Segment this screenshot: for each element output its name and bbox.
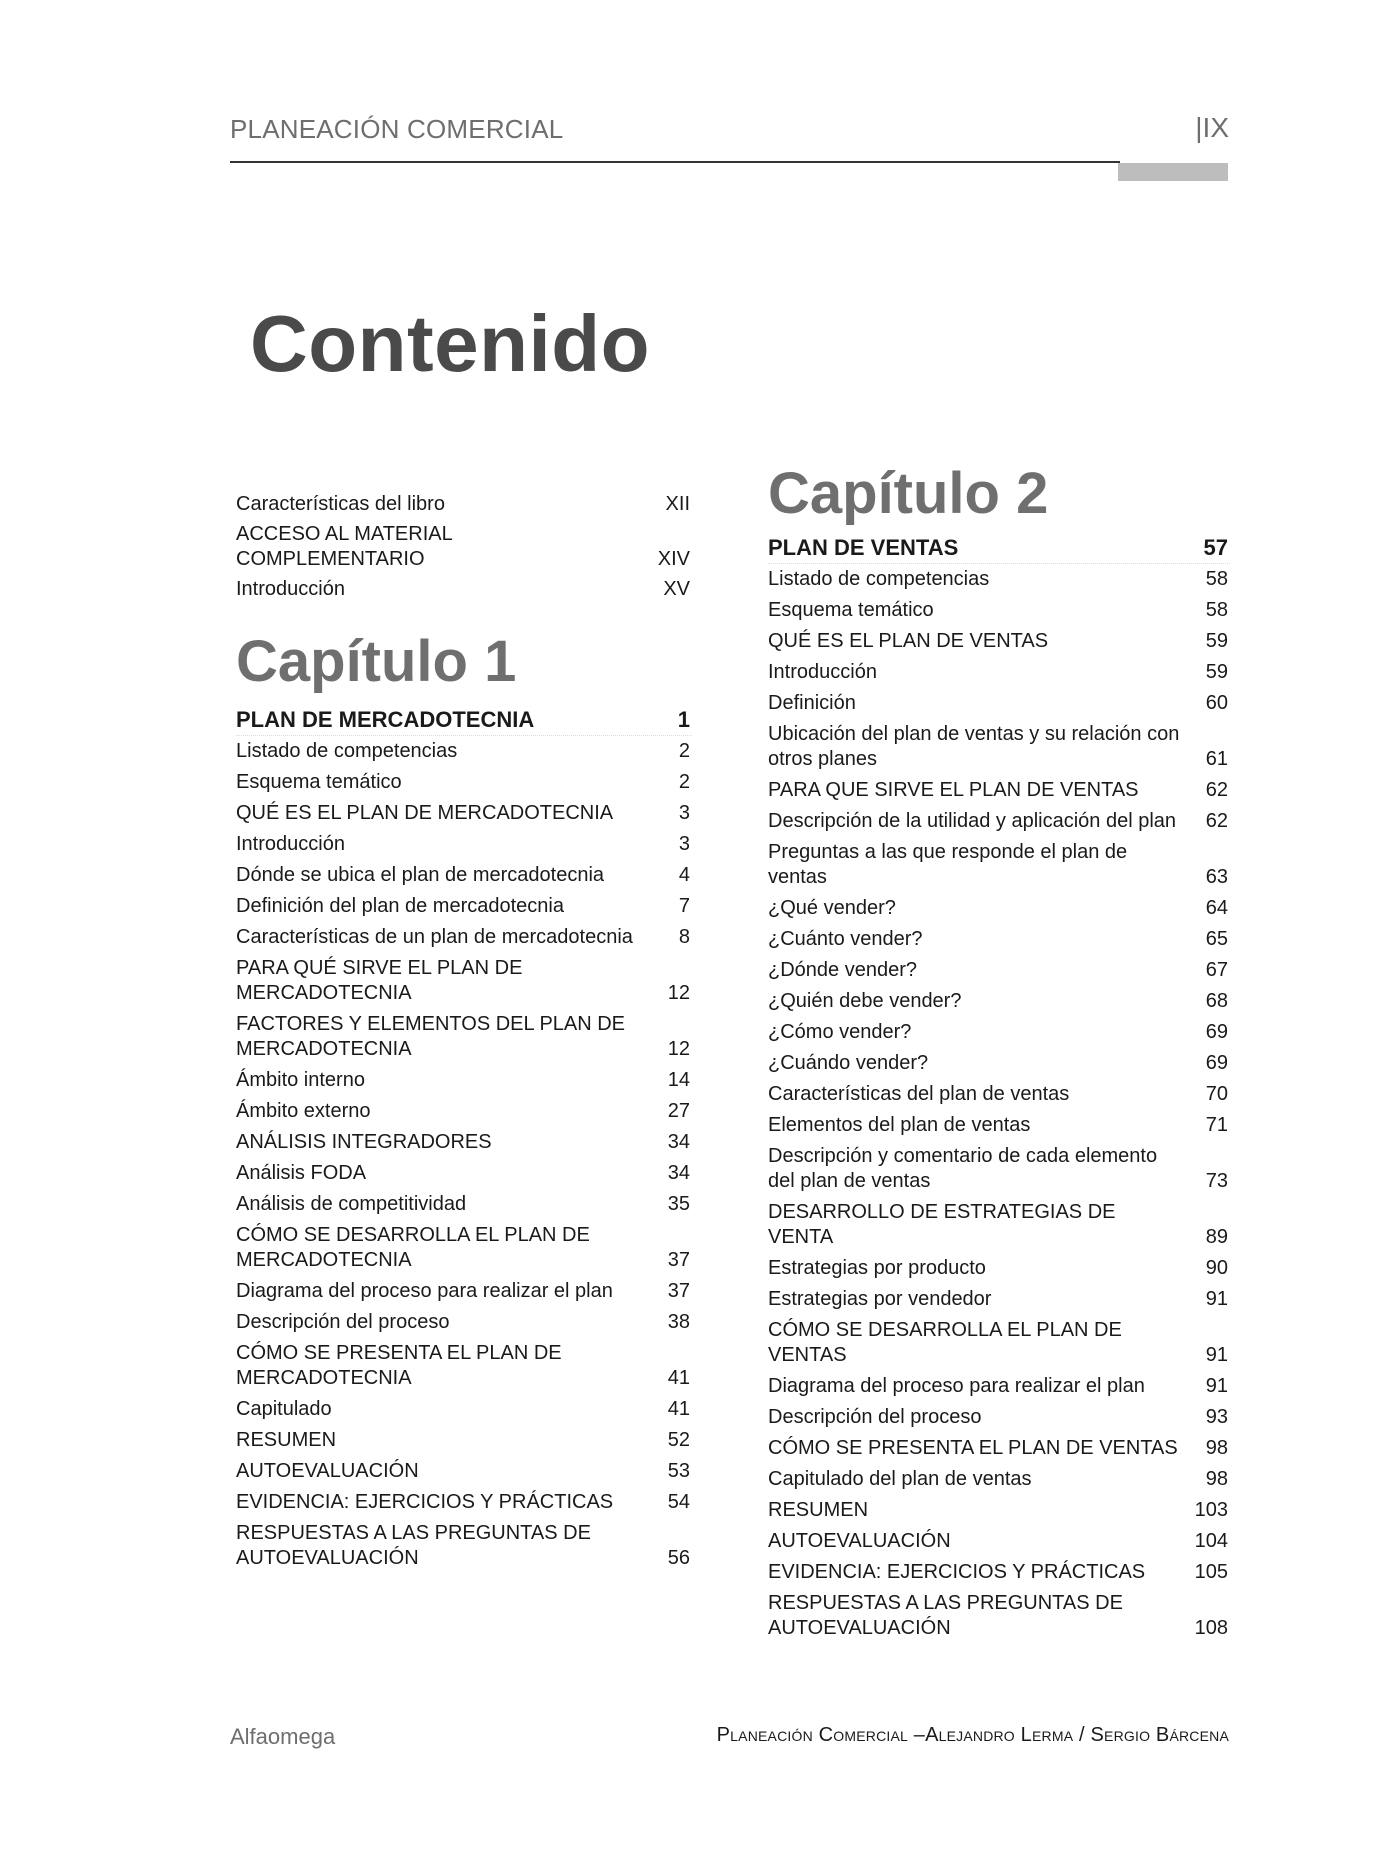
toc-entry: [768, 1436, 1230, 1461]
toc-entry: [768, 1200, 1230, 1250]
toc-entry-page: 41: [667, 1398, 690, 1420]
toc-entry-page: 89: [1205, 1226, 1228, 1248]
toc-entry: [236, 1012, 692, 1062]
toc-entry-title: Estrategias por vendedor: [768, 1288, 992, 1310]
toc-entry-page: 27: [667, 1100, 690, 1122]
toc-entry-title: CÓMO SE PRESENTA EL PLAN DE VENTAS: [768, 1437, 1178, 1459]
toc-entry: [768, 1529, 1230, 1554]
toc-entry-title: Diagrama del proceso para realizar el plan: [768, 1375, 1145, 1397]
toc-entry-page: 41: [667, 1367, 690, 1389]
toc-entry-page: 12: [667, 982, 690, 1004]
toc-entry-title: PARA QUE SIRVE EL PLAN DE VENTAS: [768, 779, 1139, 801]
toc-entry-title: Características del plan de ventas: [768, 1083, 1070, 1105]
toc-entry-page: 57: [1203, 535, 1228, 560]
toc-entry: [236, 1428, 692, 1453]
toc-entry-title: Estrategias por producto: [768, 1257, 986, 1279]
toc-entry-page: 53: [667, 1460, 690, 1482]
toc-entry: [768, 1498, 1230, 1523]
toc-entry-title: Descripción y comentario de cada elemento del plan de ventas: [768, 1145, 1158, 1192]
toc-entry: [768, 1020, 1230, 1045]
toc-entry-page: 90: [1205, 1257, 1228, 1279]
toc-entry-title: AUTOEVALUACIÓN: [236, 1460, 419, 1482]
toc-entry-page: XII: [665, 493, 690, 515]
toc-entry-title: Preguntas a las que responde el plan de ventas: [768, 841, 1128, 888]
toc-entry-title: FACTORES Y ELEMENTOS DEL PLAN DE MERCADOTECNIA: [236, 1013, 626, 1060]
toc-entry-title: ¿Cuándo vender?: [768, 1052, 929, 1074]
toc-entry: [768, 1405, 1230, 1430]
toc-entry: [236, 770, 692, 795]
toc-entry: [768, 1082, 1230, 1107]
toc-entry: [768, 629, 1230, 654]
footer-book-credit: Planeación Comercial –Alejandro Lerma / Sergio Bárcena: [716, 1724, 1229, 1746]
toc-entry-title: RESPUESTAS A LAS PREGUNTAS DE AUTOEVALUACIÓN: [768, 1592, 1123, 1639]
toc-entry-page: 35: [667, 1193, 690, 1215]
toc-entry: [768, 1256, 1230, 1281]
toc-entry-title: Capitulado: [236, 1398, 332, 1420]
toc-entry: [236, 1130, 692, 1155]
toc-entry-title: ¿Qué vender?: [768, 897, 896, 919]
toc-entry-title: Características del libro: [236, 493, 445, 515]
toc-entry-title: Descripción del proceso: [236, 1311, 450, 1333]
toc-entry-page: 105: [1194, 1561, 1228, 1583]
toc-entry: [236, 956, 692, 1006]
toc-entry: [768, 1287, 1230, 1312]
toc-entry: [236, 1459, 692, 1484]
toc-entry-page: 91: [1205, 1375, 1228, 1397]
toc-entry: [236, 1490, 692, 1515]
toc-entry-title: ¿Quién debe vender?: [768, 990, 962, 1012]
toc-entry-title: Descripción de la utilidad y aplicación del plan: [768, 810, 1177, 832]
toc-entry-page: 93: [1205, 1406, 1228, 1428]
toc-entry: [236, 577, 692, 602]
toc-entry: [768, 1051, 1230, 1076]
toc-entry-page: 68: [1205, 990, 1228, 1012]
toc-entry: [768, 989, 1230, 1014]
toc-entry-page: 34: [667, 1131, 690, 1153]
toc-entry-page: 34: [667, 1162, 690, 1184]
toc-entry-title: Listado de competencias: [768, 568, 990, 590]
toc-column-left: [236, 492, 692, 1577]
toc-entry-title: Elementos del plan de ventas: [768, 1114, 1031, 1136]
footer-publisher: Alfaomega: [230, 1724, 336, 1749]
toc-entry: [236, 522, 692, 572]
toc-entry-page: 3: [678, 802, 690, 824]
toc-entry-page: 37: [667, 1249, 690, 1271]
toc-entry-page: 62: [1205, 810, 1228, 832]
toc-entry: [236, 1192, 692, 1217]
toc-entry-page: 104: [1194, 1530, 1228, 1552]
toc-entry-page: 108: [1194, 1617, 1228, 1639]
toc-entry-page: 73: [1205, 1170, 1228, 1192]
toc-entry: [236, 863, 692, 888]
toc-entry: [236, 1223, 692, 1273]
chapter-heading: Capítulo 2: [768, 461, 1049, 526]
toc-entry-title: ACCESO AL MATERIAL COMPLEMENTARIO: [236, 523, 452, 570]
toc-entry-title: Análisis de competitividad: [236, 1193, 467, 1215]
toc-entry-page: 71: [1205, 1114, 1228, 1136]
toc-entry-title: Análisis FODA: [236, 1162, 367, 1184]
toc-entry-page: 64: [1205, 897, 1228, 919]
toc-entry: [236, 801, 692, 826]
header-accent-bar: [1118, 163, 1228, 181]
toc-entry-page: 2: [678, 740, 690, 762]
toc-entry: [768, 1467, 1230, 1492]
running-title: PLANEACIÓN COMERCIAL: [230, 114, 564, 144]
toc-entry-title: Definición del plan de mercadotecnia: [236, 895, 564, 917]
toc-entry-title: EVIDENCIA: EJERCICIOS Y PRÁCTICAS: [768, 1561, 1146, 1583]
toc-entry-title: Definición: [768, 692, 856, 714]
chapter-entry-list: [236, 706, 692, 1571]
toc-entry-title: ¿Cuánto vender?: [768, 928, 923, 950]
toc-entry: [768, 660, 1230, 685]
toc-entry-page: 60: [1205, 692, 1228, 714]
toc-entry: [768, 1318, 1230, 1368]
toc-entry: [768, 598, 1230, 623]
toc-entry-title: RESUMEN: [768, 1499, 869, 1521]
toc-entry: [236, 739, 692, 764]
toc-entry-title: ¿Dónde vender?: [768, 959, 917, 981]
toc-entry: [768, 809, 1230, 834]
toc-entry-title: EVIDENCIA: EJERCICIOS Y PRÁCTICAS: [236, 1491, 614, 1513]
toc-entry-page: 69: [1205, 1021, 1228, 1043]
page-number: |IX: [1195, 112, 1229, 143]
toc-entry-title: CÓMO SE DESARROLLA EL PLAN DE MERCADOTECNIA: [236, 1224, 590, 1271]
toc-entry-page: 58: [1205, 568, 1228, 590]
toc-entry-title: Esquema temático: [236, 771, 402, 793]
toc-entry-page: 58: [1205, 599, 1228, 621]
toc-entry-title: QUÉ ES EL PLAN DE MERCADOTECNIA: [236, 802, 614, 824]
toc-entry: [768, 1591, 1230, 1641]
toc-entry-page: 54: [667, 1491, 690, 1513]
toc-entry-page: 59: [1205, 661, 1228, 683]
toc-entry: [768, 567, 1230, 592]
toc-entry-page: XV: [663, 578, 690, 600]
toc-entry-title: Introducción: [236, 578, 345, 600]
toc-entry-page: 7: [678, 895, 690, 917]
toc-entry-title: RESPUESTAS A LAS PREGUNTAS DE AUTOEVALUACIÓN: [236, 1522, 591, 1569]
toc-entry-title: Esquema temático: [768, 599, 934, 621]
toc-entry-title: AUTOEVALUACIÓN: [768, 1530, 951, 1552]
header-rule: [230, 161, 1120, 163]
toc-entry: [768, 927, 1230, 952]
toc-entry-page: 67: [1205, 959, 1228, 981]
toc-entry: [236, 925, 692, 950]
toc-entry-title: Dónde se ubica el plan de mercadotecnia: [236, 864, 605, 886]
toc-entry: [236, 1397, 692, 1422]
toc-entry-page: 56: [667, 1547, 690, 1569]
toc-entry-page: 37: [667, 1280, 690, 1302]
toc-entry-title: DESARROLLO DE ESTRATEGIAS DE VENTA: [768, 1201, 1116, 1248]
toc-entry-page: 1: [677, 707, 690, 732]
toc-entry-title: PLAN DE VENTAS: [768, 535, 959, 560]
toc-chapter-title: [768, 534, 1230, 561]
toc-entry: [236, 1161, 692, 1186]
toc-entry: [768, 840, 1230, 890]
toc-entry: [236, 1099, 692, 1124]
page-title: Contenido: [250, 299, 650, 388]
toc-entry-title: CÓMO SE DESARROLLA EL PLAN DE VENTAS: [768, 1319, 1122, 1366]
toc-entry: [236, 1521, 692, 1571]
toc-entry-page: 52: [667, 1429, 690, 1451]
toc-entry-title: ANÁLISIS INTEGRADORES: [236, 1131, 492, 1153]
toc-entry-title: Ámbito interno: [236, 1069, 365, 1091]
toc-entry-page: 3: [678, 833, 690, 855]
toc-entry: [236, 832, 692, 857]
toc-entry-title: Introducción: [768, 661, 877, 683]
toc-entry-page: 38: [667, 1311, 690, 1333]
toc-entry-title: Diagrama del proceso para realizar el plan: [236, 1280, 613, 1302]
toc-entry-title: ¿Cómo vender?: [768, 1021, 912, 1043]
toc-entry: [768, 778, 1230, 803]
toc-entry-page: 2: [678, 771, 690, 793]
toc-entry: [236, 1310, 692, 1335]
toc-column-right: [768, 462, 1230, 1647]
toc-entry-page: 103: [1194, 1499, 1228, 1521]
toc-entry-page: 62: [1205, 779, 1228, 801]
toc-entry-title: Descripción del proceso: [768, 1406, 982, 1428]
toc-chapter-title: [236, 706, 692, 733]
toc-entry-title: Listado de competencias: [236, 740, 458, 762]
toc-entry-title: QUÉ ES EL PLAN DE VENTAS: [768, 630, 1049, 652]
toc-entry-page: 8: [678, 926, 690, 948]
toc-entry-page: 91: [1205, 1288, 1228, 1310]
toc-entry: [236, 1341, 692, 1391]
toc-entry-page: 91: [1205, 1344, 1228, 1366]
toc-entry: [768, 722, 1230, 772]
toc-entry-page: 98: [1205, 1468, 1228, 1490]
toc-entry: [768, 691, 1230, 716]
chapter-entry-list: [768, 534, 1230, 1641]
toc-entry-title: Capitulado del plan de ventas: [768, 1468, 1032, 1490]
toc-entry-page: 65: [1205, 928, 1228, 950]
toc-entry-page: 98: [1205, 1437, 1228, 1459]
toc-entry: [768, 1374, 1230, 1399]
toc-entry-title: CÓMO SE PRESENTA EL PLAN DE MERCADOTECNIA: [236, 1342, 562, 1389]
toc-entry-title: Ámbito externo: [236, 1100, 371, 1122]
toc-entry-page: 4: [678, 864, 690, 886]
toc-entry-page: 59: [1205, 630, 1228, 652]
toc-entry: [768, 896, 1230, 921]
toc-entry-title: Ubicación del plan de ventas y su relación con otros planes: [768, 723, 1180, 770]
toc-entry: [236, 492, 692, 517]
toc-entry-page: 70: [1205, 1083, 1228, 1105]
toc-entry-title: PARA QUÉ SIRVE EL PLAN DE MERCADOTECNIA: [236, 957, 523, 1004]
toc-entry-page: 69: [1205, 1052, 1228, 1074]
toc-entry-page: 14: [667, 1069, 690, 1091]
chapter-heading: Capítulo 1: [236, 629, 517, 694]
toc-entry: [768, 958, 1230, 983]
toc-entry: [768, 1560, 1230, 1585]
toc-entry-page: 12: [667, 1038, 690, 1060]
toc-entry-page: XIV: [657, 548, 690, 570]
toc-entry-page: 63: [1205, 866, 1228, 888]
toc-entry-title: Introducción: [236, 833, 345, 855]
toc-entry: [768, 1113, 1230, 1138]
toc-entry-page: 61: [1205, 748, 1228, 770]
toc-entry-title: PLAN DE MERCADOTECNIA: [236, 707, 535, 732]
toc-entry: [236, 1279, 692, 1304]
toc-entry: [768, 1144, 1230, 1194]
toc-entry-title: RESUMEN: [236, 1429, 337, 1451]
toc-entry: [236, 894, 692, 919]
toc-entry: [236, 1068, 692, 1093]
front-matter-list: [236, 492, 692, 602]
toc-entry-title: Características de un plan de mercadotecnia: [236, 926, 633, 948]
